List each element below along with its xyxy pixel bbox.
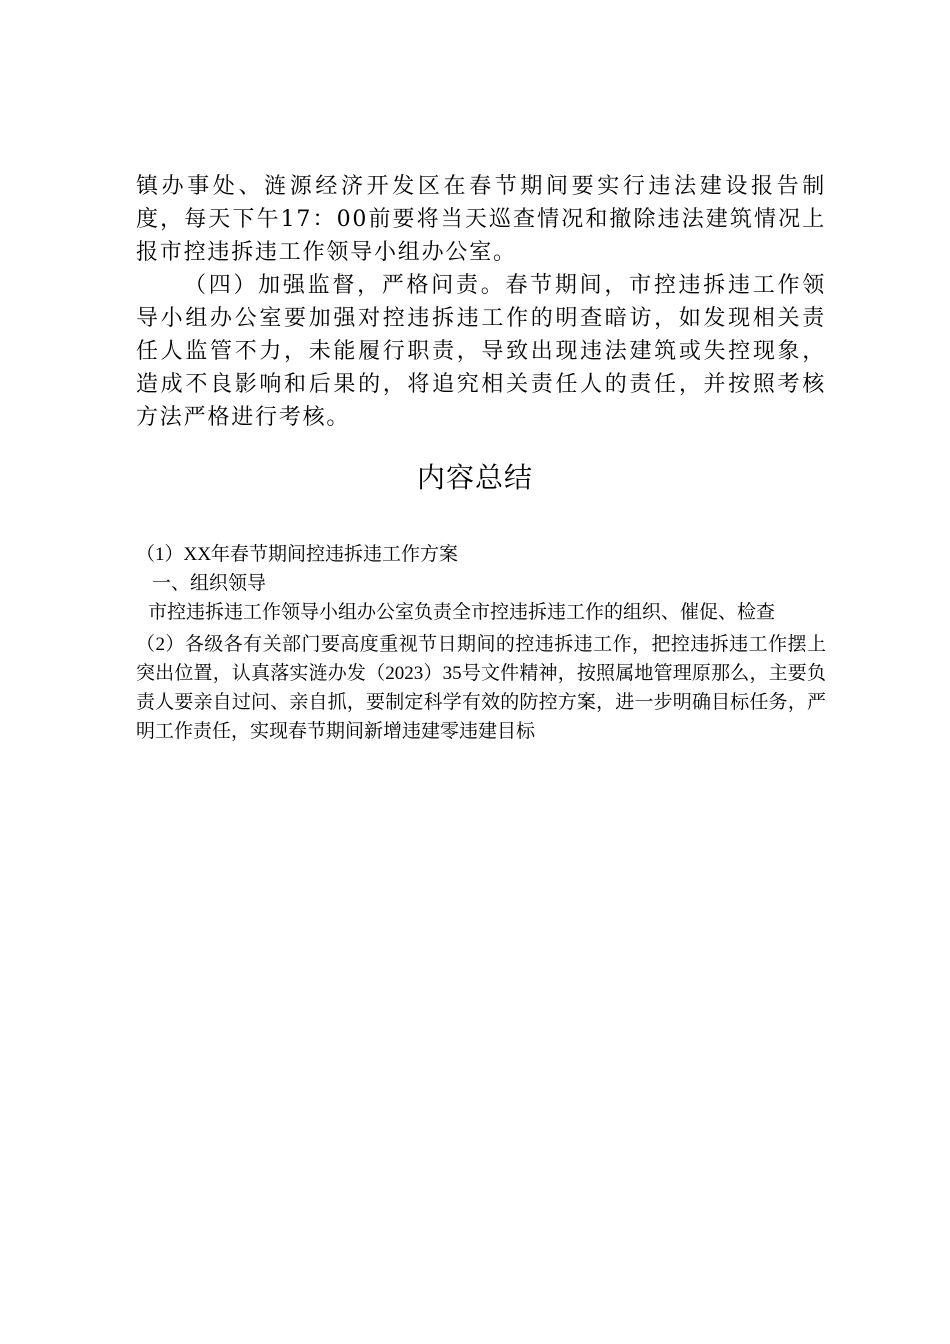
summary-item-1-text: 市控违拆违工作领导小组办公室负责全市控违拆违工作的组织、催促、检查 <box>148 602 776 623</box>
summary-item-1: （1）XX年春节期间控违拆违工作方案 <box>136 544 458 565</box>
body-paragraph-2: （四）加强监督，严格问责。春节期间，市控违拆违工作领导小组办公室要加强对控违拆违工作的明查暗访，如发现相关责任人监管不力，未能履行职责，导致出现违法建筑或失控现象，造成不良影响和后果的，将追究相关责任人的责任，并按照考核方法严格进行考核。 <box>136 273 826 430</box>
summary-title: 内容总结 <box>416 461 533 494</box>
summary-item-2: （2）各级各有关部门要高度重视节日期间的控违拆违工作，把控违拆违工作摆上突出位置，认真落实涟办发（2023）35号文件精神，按照属地管理原那么，主要负责人要亲自过问、亲自抓，要制定科学有效的防控方案，进一步明确目标任务，严明工作责任，实现春节期间新增违建零违建目标 <box>136 634 826 742</box>
summary-item-1-subheading: 一、组织领导 <box>152 573 267 594</box>
body-paragraph-1: 镇办事处、涟源经济开发区在春节期间要实行违法建设报告制度，每天下午17：00前要将当天巡查情况和撤除违法建筑情况上报市控违拆违工作领导小组办公室。 <box>136 174 826 265</box>
body-text <box>136 170 826 434</box>
summary-section <box>136 540 826 746</box>
